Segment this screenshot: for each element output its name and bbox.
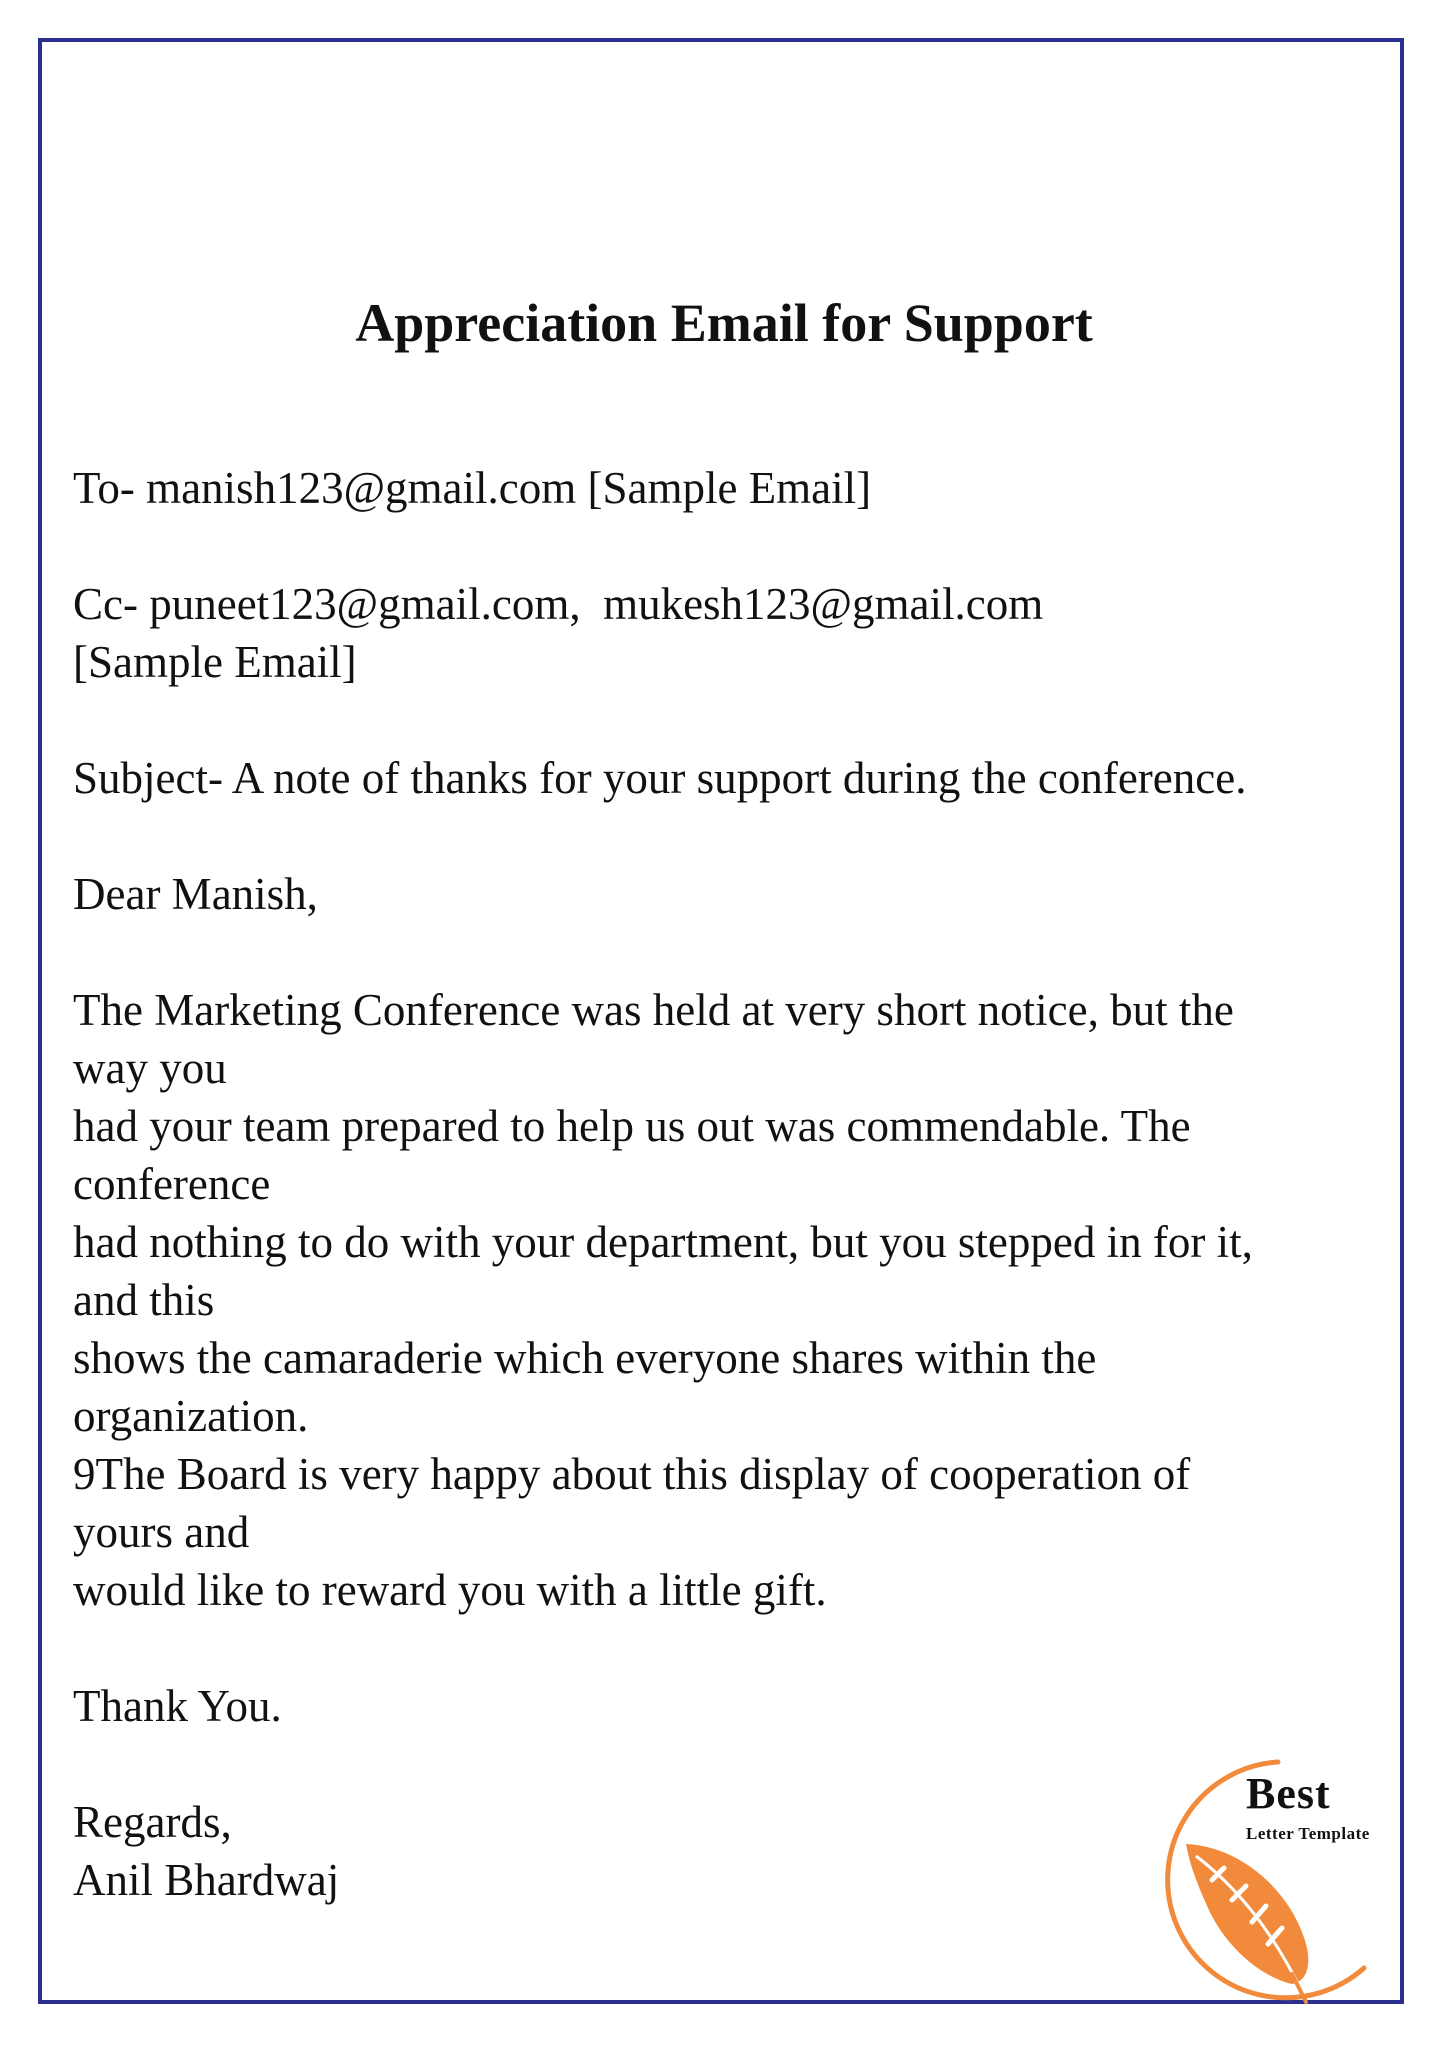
body-line: 9The Board is very happy about this display of cooperation of <box>73 1449 1191 1499</box>
body-line: would like to reward you with a little gift. <box>73 1565 827 1615</box>
body-line: had your team prepared to help us out was commendable. The <box>73 1101 1191 1151</box>
body-line: shows the camaraderie which everyone shares within the <box>73 1333 1097 1383</box>
body-line: yours and <box>73 1507 250 1557</box>
body-line: way you <box>73 1043 227 1093</box>
cc-line-continued: [Sample Email] <box>73 637 357 687</box>
regards-line: Regards, <box>73 1797 232 1847</box>
body-line: and this <box>73 1275 215 1325</box>
body-line: organization. <box>73 1391 309 1441</box>
salutation: Dear Manish, <box>73 869 318 919</box>
letter-title: Appreciation Email for Support <box>355 293 1093 353</box>
letter-body <box>73 459 1393 1909</box>
subject-line: Subject- A note of thanks for your support during the conference. <box>73 753 1247 803</box>
body-line: had nothing to do with your department, but you stepped in for it, <box>73 1217 1253 1267</box>
signature-name: Anil Bhardwaj <box>73 1855 340 1905</box>
cc-line: Cc- puneet123@gmail.com, mukesh123@gmail.com <box>73 579 1044 629</box>
closing-line: Thank You. <box>73 1681 282 1731</box>
body-line: The Marketing Conference was held at very short notice, but the <box>73 985 1234 1035</box>
to-line: To- manish123@gmail.com [Sample Email] <box>73 463 872 513</box>
logo-wordmark: Best <box>1246 1769 1331 1818</box>
brand-logo <box>1128 1748 1428 2008</box>
body-line: conference <box>73 1159 271 1209</box>
logo-tagline: Letter Template <box>1246 1824 1370 1843</box>
